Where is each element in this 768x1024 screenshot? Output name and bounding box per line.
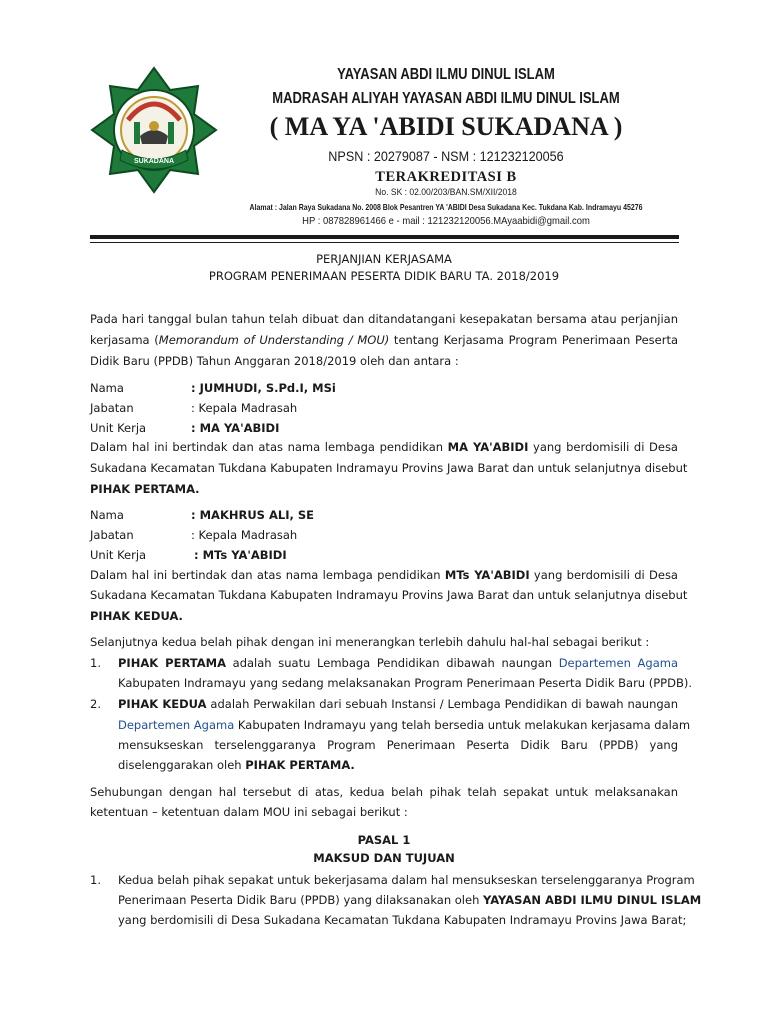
school-short-name: ( MA YA 'ABIDI SUKADANA ) (269, 112, 623, 141)
intro-line-2: kerjasama (Memorandum of Understanding / MOU) tentang Kerjasama Program Penerimaan Peserta (90, 333, 678, 347)
pasal-1-item-1-line-1: Kedua belah pihak sepakat untuk bekerjasama dalam hal mensukseskan terselenggaranya Program (118, 873, 695, 887)
party-1-position-row: Jabatan : Kepala Madrasah (90, 401, 298, 415)
document-title: PERJANJIAN KERJASAMA (316, 252, 452, 266)
party-2-position-row: Jabatan : Kepala Madrasah (90, 528, 298, 542)
sk-number: No. SK : 02.00/203/BAN.SM/XII/2018 (375, 187, 517, 198)
party-1-desc-2: Sukadana Kecamatan Tukdana Kabupaten Indramayu Provins Jawa Barat dan untuk selanjutnya disebut (90, 461, 688, 475)
party-1-name-row: Nama : JUMHUDI, S.Pd.I, MSi (90, 381, 336, 395)
explanation-item-1-line-1: PIHAK PERTAMA adalah suatu Lembaga Pendidikan dibawah naungan Departemen Agama (118, 656, 678, 670)
explanation-item-2-line-4: diselenggarakan oleh PIHAK PERTAMA. (118, 758, 355, 772)
pasal-1-heading: PASAL 1 (357, 833, 411, 847)
explanation-item-1-number: 1. (90, 656, 101, 670)
header-rule-thick (90, 235, 679, 239)
explanation-item-1-line-2: Kabupaten Indramayu yang sedang melaksanakan Program Penerimaan Peserta Didik Baru (PPDB). (118, 676, 692, 690)
explanation-item-2-line-2: Departemen Agama Kabupaten Indramayu yang telah bersedia untuk melakukan kerjasama dalam (118, 718, 691, 732)
party-2-unit-row: Unit Kerja : MTs YA'ABIDI (90, 548, 287, 562)
party-1-desc-1: Dalam hal ini bertindak dan atas nama lembaga pendidikan MA YA'ABIDI yang berdomisili di Desa (90, 440, 678, 454)
explanation-item-2-line-3: mensukseskan terselenggaranya Program Penerimaan Peserta Didik Baru (PPDB) yang (118, 738, 678, 752)
document-subtitle: PROGRAM PENERIMAAN PESERTA DIDIK BARU TA. 2018/2019 (208, 269, 560, 283)
intro-line-3: Didik Baru (PPDB) Tahun Anggaran 2018/2019 oleh dan antara : (90, 354, 459, 368)
school-ids: NPSN : 20279087 - NSM : 121232120056 (328, 148, 564, 164)
party-2-name-row: Nama : MAKHRUS ALI, SE (90, 508, 314, 522)
header-rule-thin (90, 242, 679, 243)
party-2-desc-3: PIHAK KEDUA. (90, 609, 183, 623)
pasal-1-item-1-line-2: Penerimaan Peserta Didik Baru (PPDB) yang dilaksanakan oleh YAYASAN ABDI ILMU DINUL ISLAM (118, 893, 702, 907)
party-1-desc-3: PIHAK PERTAMA. (90, 482, 200, 496)
agreement-line-1: Sehubungan dengan hal tersebut di atas, kedua belah pihak telah sepakat untuk melaksanakan (90, 785, 678, 799)
party-1-unit-row: Unit Kerja : MA YA'ABIDI (90, 421, 280, 435)
pasal-1-subheading: MAKSUD DAN TUJUAN (313, 851, 455, 865)
explanation-item-2-line-1: PIHAK KEDUA adalah Perwakilan dari sebuah Instansi / Lembaga Pendidikan di bawah naungan (118, 697, 678, 711)
explanation-lead: Selanjutnya kedua belah pihak dengan ini menerangkan terlebih dahulu hal-hal sebagai berikut : (90, 635, 650, 649)
logo-ribbon-text: SUKADANA (133, 158, 175, 165)
pasal-1-item-1-line-3: yang berdomisili di Desa Sukadana Kecamatan Tukdana Kabupaten Indramayu Provins Jawa Barat; (118, 913, 687, 927)
party-2-desc-1: Dalam hal ini bertindak dan atas nama lembaga pendidikan MTs YA'ABIDI yang berdomisili di Desa (90, 568, 678, 582)
address: Alamat : Jalan Raya Sukadana No. 2008 Blok Pesantren YA 'ABIDI Desa Sukadana Kec. Tukdana Kab. Indramayu 45276 (249, 202, 643, 212)
accreditation: TERAKREDITASI B (375, 169, 517, 185)
explanation-item-2-number: 2. (90, 697, 101, 711)
intro-line-1: Pada hari tanggal bulan tahun telah dibuat dan ditandatangani kesepakatan bersama atau perjanjian (90, 312, 678, 326)
pasal-1-item-1-number: 1. (90, 873, 101, 887)
agreement-line-2: ketentuan – ketentuan dalam MOU ini sebagai berikut : (90, 805, 408, 819)
foundation-name: YAYASAN ABDI ILMU DINUL ISLAM (337, 66, 555, 83)
school-name: MADRASAH ALIYAH YAYASAN ABDI ILMU DINUL ISLAM (272, 90, 620, 107)
contact: HP : 087828961466 e - mail : 121232120056.MAyaabidi@gmail.com (302, 215, 590, 227)
party-2-desc-2: Sukadana Kecamatan Tukdana Kabupaten Indramayu Provins Jawa Barat dan untuk selanjutnya disebut (90, 588, 688, 602)
